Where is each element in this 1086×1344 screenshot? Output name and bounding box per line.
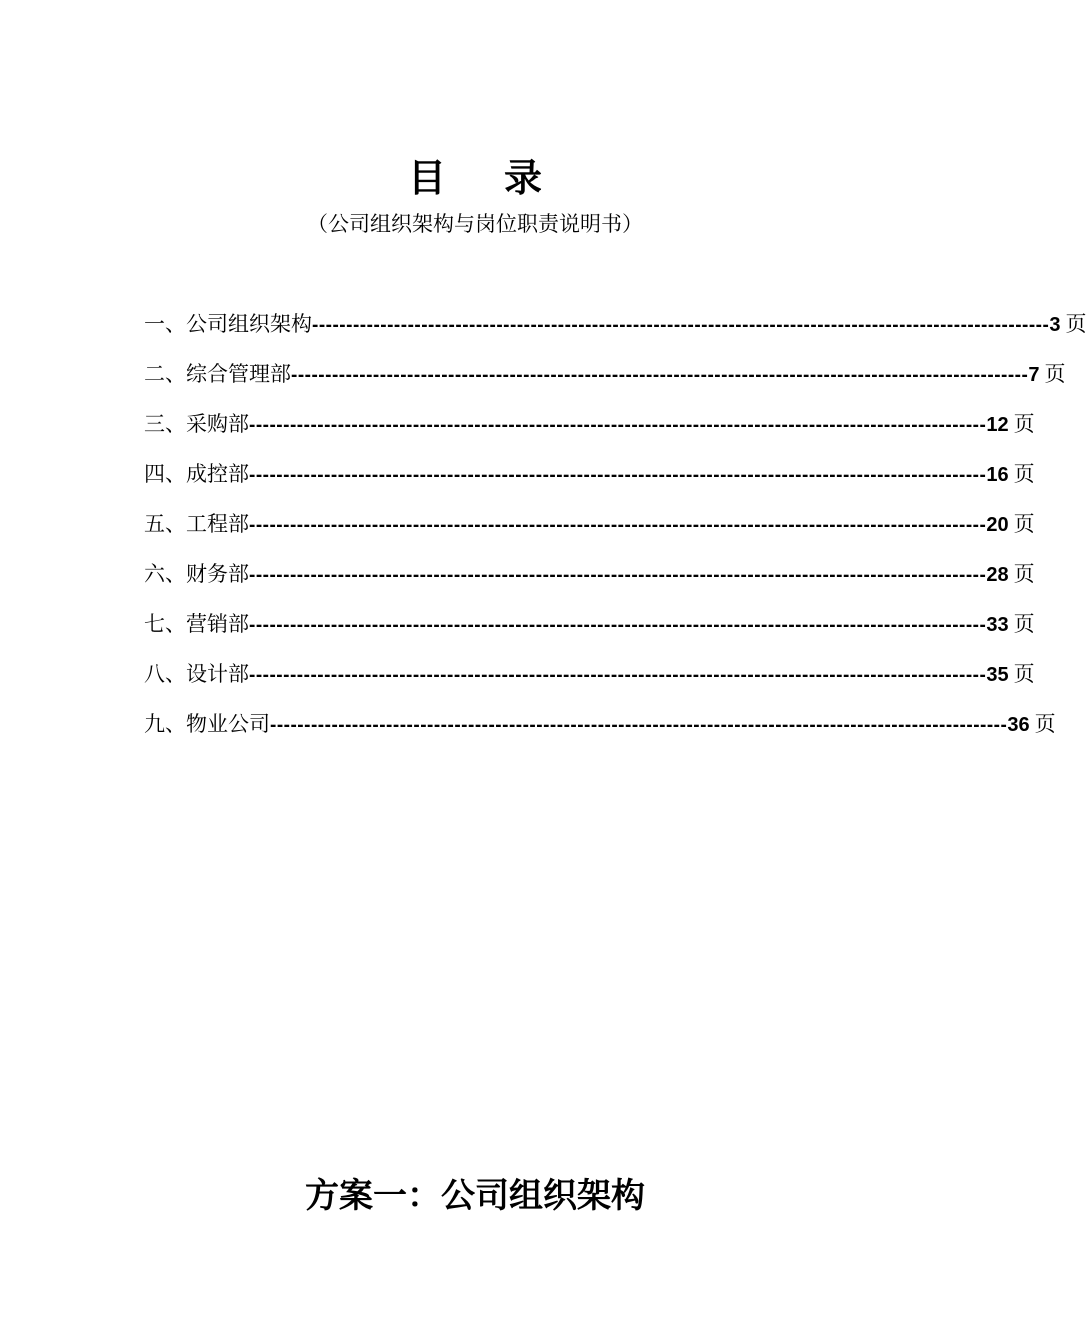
toc-entry-general-management[interactable] [144, 356, 1066, 406]
toc-page-unit: 页 [1013, 562, 1035, 586]
toc-entry-property-company[interactable] [144, 706, 1056, 756]
toc-entry-procurement[interactable] [144, 406, 1035, 456]
toc-dot-leader: ------------------------------------------------------------------------------------------------------------ [249, 615, 987, 636]
toc-page-unit: 页 [1013, 462, 1035, 486]
toc-entry-finance[interactable] [144, 556, 1035, 606]
toc-page-number: 20 [986, 514, 1009, 536]
toc-entry-label: 六、财务部 [144, 562, 249, 586]
toc-page-number: 35 [986, 664, 1009, 686]
toc-dot-leader: ------------------------------------------------------------------------------------------------------------ [270, 715, 1008, 736]
toc-dot-leader: ------------------------------------------------------------------------------------------------------------ [291, 365, 1029, 386]
toc-entry-engineering[interactable] [144, 506, 1035, 556]
toc-entry-label: 九、物业公司 [144, 712, 270, 736]
toc-page-number: 7 [1028, 364, 1040, 386]
toc-entry-marketing[interactable] [144, 606, 1035, 656]
toc-dot-leader: ------------------------------------------------------------------------------------------------------------ [249, 465, 987, 486]
toc-entry-label: 二、综合管理部 [144, 362, 291, 386]
toc-page-unit: 页 [1044, 362, 1066, 386]
toc-page-unit: 页 [1013, 662, 1035, 686]
toc-dot-leader: ------------------------------------------------------------------------------------------------------------ [249, 515, 987, 536]
toc-page-number: 12 [986, 414, 1009, 436]
toc-page-number: 16 [986, 464, 1009, 486]
toc-list [144, 306, 1086, 756]
toc-entry-company-structure[interactable] [144, 306, 1086, 356]
toc-page-unit: 页 [1013, 612, 1035, 636]
toc-entry-label: 五、工程部 [144, 512, 249, 536]
toc-page-unit: 页 [1013, 412, 1035, 436]
toc-entry-label: 八、设计部 [144, 662, 249, 686]
toc-page-unit: 页 [1034, 712, 1056, 736]
toc-dot-leader: ------------------------------------------------------------------------------------------------------------ [249, 665, 987, 686]
toc-page-number: 3 [1049, 314, 1061, 336]
toc-entry-cost-control[interactable] [144, 456, 1035, 506]
toc-page-unit: 页 [1065, 312, 1086, 336]
toc-page-unit: 页 [1013, 512, 1035, 536]
toc-page-number: 33 [986, 614, 1009, 636]
toc-dot-leader: ------------------------------------------------------------------------------------------------------------ [249, 415, 987, 436]
toc-page-number: 36 [1007, 714, 1030, 736]
toc-entry-label: 一、公司组织架构 [144, 312, 312, 336]
toc-entry-design[interactable] [144, 656, 1035, 706]
toc-dot-leader: ------------------------------------------------------------------------------------------------------------ [312, 315, 1050, 336]
toc-page-number: 28 [986, 564, 1009, 586]
toc-title: 目录 [407, 156, 600, 200]
toc-entry-label: 三、采购部 [144, 412, 249, 436]
toc-subtitle: （公司组织架构与岗位职责说明书） [307, 212, 643, 236]
toc-dot-leader: ------------------------------------------------------------------------------------------------------------ [249, 565, 987, 586]
section-heading: 方案一：公司组织架构 [305, 1176, 645, 1216]
toc-entry-label: 四、成控部 [144, 462, 249, 486]
toc-entry-label: 七、营销部 [144, 612, 249, 636]
